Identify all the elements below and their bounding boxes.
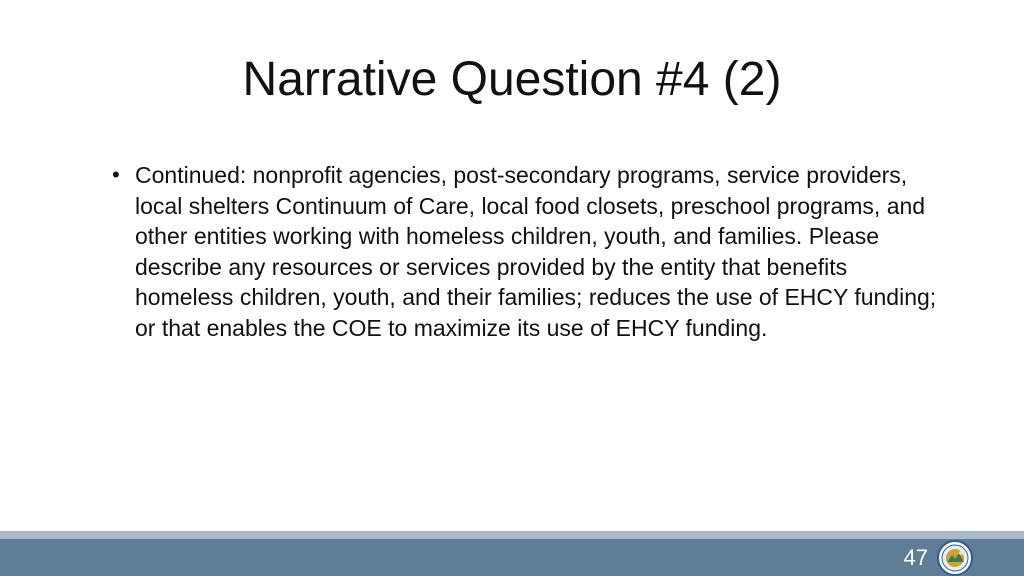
footer-stripe [0,531,1024,539]
footer-bar [0,539,1024,576]
slide-body [112,160,942,344]
page-number: 47 [903,545,928,570]
bullet-marker: • [112,162,120,187]
bullet-item [112,160,942,344]
slide-title: Narrative Question #4 (2) [242,53,782,106]
bullet-text: Continued: nonprofit agencies, post-secondary programs, service providers, local shelters Continuum of Care, local food closets, preschool programs, and other entities working with homeless children, youth, and families. Please describe any resources or services provided by the entity that benefits homeless children, youth, and their families; reduces the use of EHCY funding; or that enables the COE to maximize its use of EHCY funding. [135,162,937,341]
state-seal-icon [937,540,973,576]
